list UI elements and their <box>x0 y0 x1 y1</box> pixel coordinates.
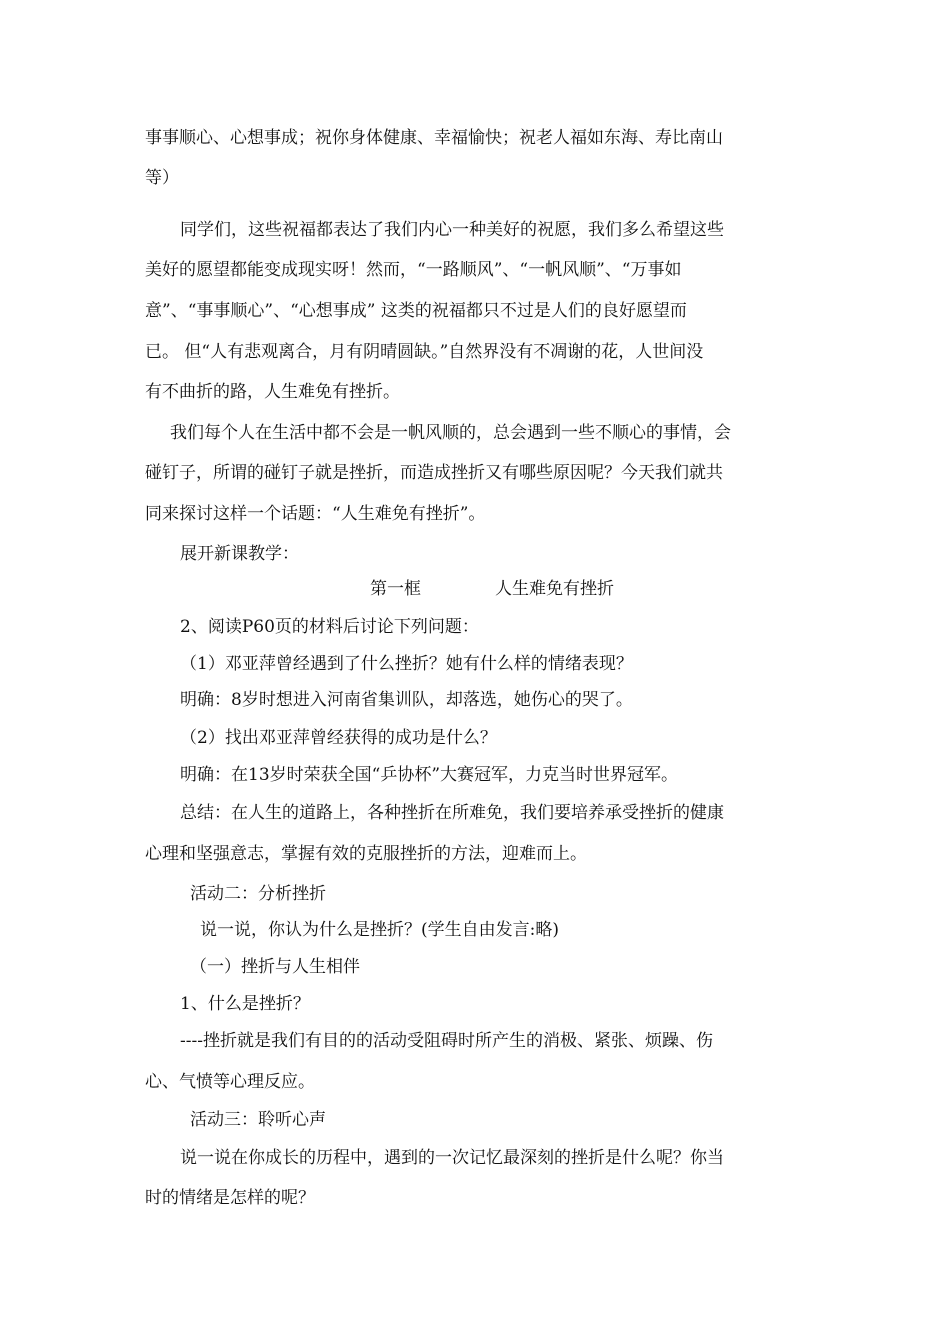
text-line: 心、气愤等心理反应。 <box>145 1072 315 1092</box>
text-line: 说一说在你成长的历程中，遇到的一次记忆最深刻的挫折是什么呢？你当 <box>180 1148 724 1168</box>
text-line: 说一说，你认为什么是挫折？(学生自由发言:略) <box>200 920 559 940</box>
text-line: 同来探讨这样一个话题：“人生难免有挫折”。 <box>145 504 486 524</box>
text-line: （一）挫折与人生相伴 <box>190 957 360 977</box>
text-line: 2、阅读P60页的材料后讨论下列问题： <box>180 617 479 637</box>
text-line: （1）邓亚萍曾经遇到了什么挫折？她有什么样的情绪表现？ <box>180 654 633 674</box>
text-line: 明确：8岁时想进入河南省集训队，却落选，她伤心的哭了。 <box>180 690 633 710</box>
text-line: 总结：在人生的道路上，各种挫折在所难免，我们要培养承受挫折的健康 <box>180 803 724 823</box>
text-line: 明确：在13岁时荣获全国“乒协杯”大赛冠军，力克当时世界冠军。 <box>180 765 679 785</box>
text-line: ----挫折就是我们有目的的活动受阻碍时所产生的消极、紧张、烦躁、伤 <box>180 1031 713 1051</box>
text-line: 意”、“事事顺心”、“心想事成” 这类的祝福都只不过是人们的良好愿望而 <box>145 301 687 321</box>
text-line: 碰钉子，所谓的碰钉子就是挫折，而造成挫折又有哪些原因呢？今天我们就共 <box>145 463 723 483</box>
text-line: 展开新课教学： <box>180 544 299 564</box>
text-line: 有不曲折的路，人生难免有挫折。 <box>145 382 400 402</box>
text-line: 等） <box>145 168 179 188</box>
text-line: 事事顺心、心想事成；祝你身体健康、幸福愉快；祝老人福如东海、寿比南山 <box>145 128 723 148</box>
section-title-label: 第一框 <box>370 579 421 599</box>
text-line: （2）找出邓亚萍曾经获得的成功是什么？ <box>180 728 497 748</box>
text-line: 1、什么是挫折？ <box>180 994 310 1014</box>
text-line: 时的情绪是怎样的呢？ <box>145 1188 315 1208</box>
section-title-name: 人生难免有挫折 <box>495 579 614 599</box>
text-line: 我们每个人在生活中都不会是一帆风顺的，总会遇到一些不顺心的事情，会 <box>170 423 731 443</box>
text-line: 已。 但“人有悲观离合，月有阴晴圆缺。”自然界没有不凋谢的花，人世间没 <box>145 342 704 362</box>
text-line: 活动二：分析挫折 <box>190 884 326 904</box>
text-line: 活动三：聆听心声 <box>190 1110 326 1130</box>
text-line: 心理和坚强意志，掌握有效的克服挫折的方法，迎难而上。 <box>145 844 587 864</box>
text-line: 美好的愿望都能变成现实呀！然而，“一路顺风”、“一帆风顺”、“万事如 <box>145 260 682 280</box>
text-line: 同学们，这些祝福都表达了我们内心一种美好的祝愿，我们多么希望这些 <box>180 220 724 240</box>
